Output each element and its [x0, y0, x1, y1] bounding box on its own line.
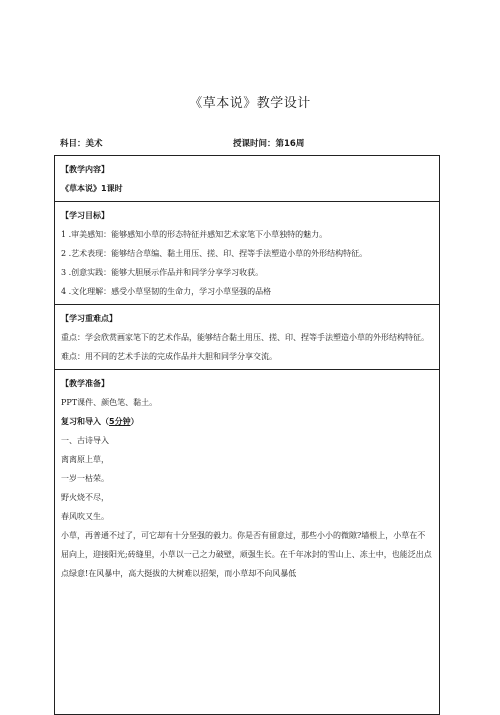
section-heading: 【教学准备】 [61, 379, 109, 388]
poem-heading: 一、古诗导入 [61, 436, 109, 445]
poem-line: 一岁一枯荣。 [61, 474, 109, 483]
poem-line: 野火烧不尽， [61, 493, 109, 502]
objective-item: 3 .创意实践：能够大胆展示作品并和同学分享学习收获。 [61, 268, 264, 277]
objective-item: 1 .审美感知：能够感知小草的形态特征并感知艺术家笔下小草独特的魅力。 [61, 230, 328, 239]
review-duration: 5分钟 [109, 417, 131, 426]
section-learning-objectives [55, 202, 439, 305]
teaching-time-label: 授课时间：第16周 [233, 139, 305, 149]
section-heading: 【学习目标】 [61, 211, 109, 220]
lesson-name: 《草本说》1课时 [61, 184, 123, 193]
subject-label: 科目：美术 [60, 139, 103, 149]
intro-paragraph: 小草，再普通不过了，可它却有十分坚强的毅力。你是否有留意过，那些小小的微隙?墙根上，小草在不屈向上，迎接阳光;砖缝里，小草以一己之力破壁，顽强生长。在千年冰封的雪山上、冻土中，也能泛出点点绿意!在风暴中，高大挺拔的大树难以招架，而小草却不向风暴低 [61, 531, 432, 578]
review-suffix: ） [130, 417, 139, 426]
section-teaching-content [55, 156, 439, 202]
section-teaching-preparation [55, 370, 439, 586]
review-prefix: 复习和导入（ [61, 417, 109, 426]
objective-item: 4 .文化理解：感受小草坚韧的生命力，学习小草坚强的品格 [61, 287, 272, 296]
materials-text: PPT课件、颜色笔、黏土。 [61, 398, 158, 407]
objective-item: 2 .艺术表现：能够结合草编、黏土用压、搓、印、捏等手法塑造小草的外形结构特征。 [61, 249, 368, 258]
document-title: 《草本说》教学设计 [189, 96, 311, 111]
section-heading: 【教学内容】 [61, 165, 109, 174]
review-heading [61, 412, 433, 431]
difficulty-text: 难点：用不同的艺术手法的完成作品并大胆和同学分享交流。 [61, 352, 277, 361]
poem-line: 离离原上草， [61, 455, 109, 464]
focus-text: 重点：学会欣赏画家笔下的艺术作品，能够结合黏土用压、搓、印、捏等手法塑造小草的外形结构特征。 [61, 333, 429, 342]
section-key-points [55, 305, 439, 370]
lesson-plan-table [54, 155, 440, 715]
poem-line: 春风吹又生。 [61, 512, 109, 521]
section-heading: 【学习重难点】 [61, 314, 117, 323]
